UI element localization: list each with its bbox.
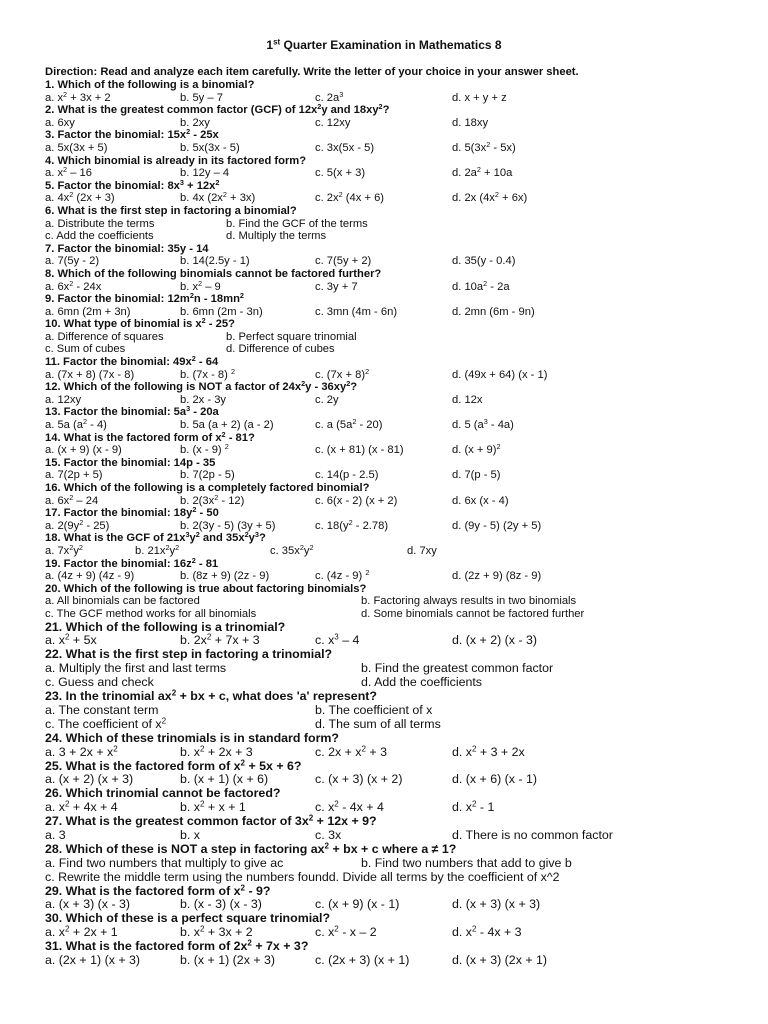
answer-option: a. $7x^2y^2$ — [45, 542, 83, 557]
title-text: Quarter Examination in Mathematics 8 — [280, 38, 502, 52]
question-stem: 10. What type of binomial is $x^2 - 25$? — [45, 316, 235, 331]
question-item — [45, 555, 757, 583]
answer-option: b. 5y – 7 — [180, 91, 223, 104]
answer-option: a. (7x + 8) (7x - 8) — [45, 368, 135, 381]
options-row — [45, 634, 757, 648]
answer-option: a. $2(9y^2 - 25)$ — [45, 517, 110, 532]
answer-option: c. (2x + 3) (x + 1) — [315, 953, 410, 968]
question-stem: 28. Which of these is NOT a step in factoring $ax^2$ + bx + c where a ≠ 1? — [45, 841, 457, 856]
answer-option: a. Multiply the first and last terms — [45, 661, 227, 676]
question-item — [45, 507, 757, 532]
options-row — [45, 773, 757, 787]
options-row — [45, 366, 757, 382]
question-stem: 3. Factor the binomial: $15x^2 - 25x$ — [45, 127, 219, 142]
options-row — [45, 595, 757, 608]
options-row — [45, 857, 757, 871]
answer-option: b. 5x(3x - 5) — [180, 141, 240, 154]
answer-option: a. 7(5y - 2) — [45, 255, 100, 268]
question-item — [45, 129, 757, 154]
question-item — [45, 482, 757, 507]
question-item — [45, 381, 757, 406]
answer-option: c. 5(x + 3) — [315, 167, 366, 180]
answer-option: d. 12x — [452, 393, 483, 406]
question-item — [45, 621, 757, 649]
answer-option: b. 4x $(2x^2 + 3x)$ — [180, 190, 256, 205]
question-stem: 25. What is the factored form of $x^2 + 5x + 6$? — [45, 758, 302, 773]
question-stem: 5. Factor the binomial: $8x^3 + 12x^2$ — [45, 177, 220, 192]
answer-option: d. 6x (x - 4) — [452, 494, 509, 507]
answer-option: a. Distribute the terms — [45, 217, 155, 230]
answer-option: d. (x + 2) (x - 3) — [452, 633, 538, 648]
answer-option: c. $(7x + 8)^2$ — [315, 366, 370, 381]
question-item — [45, 787, 757, 815]
answer-option: c. a $(5a^2 - 20)$ — [315, 417, 383, 432]
answer-option: d. 7xy — [407, 544, 437, 557]
options-row — [45, 718, 757, 732]
question-stem: 15. Factor the binomial: 14p - 35 — [45, 456, 216, 469]
answer-option: d. (x + 3) (x + 3) — [452, 897, 541, 912]
question-stem: 23. In the trinomial $ax^2$ + bx + c, what does 'a' represent? — [45, 688, 377, 704]
question-item — [45, 293, 757, 318]
answer-option: b. Find the GCF of the terms — [226, 217, 368, 230]
answer-option: c. Guess and check — [45, 675, 154, 690]
answer-option: d. $x^2 + 3 + 2x$ — [452, 744, 525, 759]
question-stem: 6. What is the first step in factoring a binomial? — [45, 204, 297, 217]
question-stem: 4. Which binomial is already in its factored form? — [45, 154, 307, 167]
answer-option: a. 7(2p + 5) — [45, 469, 103, 482]
answer-option: a. Difference of squares — [45, 330, 164, 343]
options-row — [45, 331, 757, 344]
options-row — [45, 469, 757, 482]
question-item — [45, 205, 757, 243]
options-row — [45, 192, 757, 205]
answer-option: b. $x^2 + 2x + 3$ — [180, 744, 253, 759]
answer-option: c. 7(5y + 2) — [315, 255, 372, 268]
options-row — [45, 570, 757, 583]
answer-option: b. $2x^2 + 7x + 3$ — [180, 633, 260, 648]
answer-option: b. 2(3y - 5) (3y + 5) — [180, 519, 276, 532]
question-stem: 2. What is the greatest common factor (GCF) of $12x^2y$ and $18xy^2$? — [45, 102, 390, 117]
question-item — [45, 732, 757, 760]
options-row — [45, 898, 757, 912]
options-row — [45, 343, 757, 356]
question-stem: 24. Which of these trinomials is in standard form? — [45, 730, 339, 745]
question-stem: 1. Which of the following is a binomial? — [45, 79, 255, 91]
options-row — [45, 444, 757, 457]
answer-option: d. 35(y - 0.4) — [452, 255, 516, 268]
answer-option: b. (7x - 8) $^2$ — [180, 366, 236, 381]
options-row — [45, 542, 757, 558]
answer-option: d. 7(p - 5) — [452, 469, 501, 482]
question-stem: 17. Factor the binomial: $18y^2 - 50$ — [45, 505, 219, 520]
options-row — [45, 167, 757, 180]
question-item — [45, 940, 757, 968]
options-row — [45, 829, 757, 843]
options-row — [45, 255, 757, 268]
options-row — [45, 218, 757, 231]
answer-option: a. $x^2 + 4x + 4$ — [45, 799, 118, 815]
question-stem: 9. Factor the binomial: $12m^2n - 18mn^2$ — [45, 291, 244, 306]
options-row — [45, 608, 757, 621]
answer-option: a. (2x + 1) (x + 3) — [45, 953, 141, 968]
question-item — [45, 815, 757, 843]
options-row — [45, 419, 757, 432]
answer-option: c. $x^3 - 4$ — [315, 633, 360, 648]
question-stem: 29. What is the factored form of $x^2 - 9$? — [45, 883, 271, 898]
options-row — [45, 801, 757, 815]
answer-option: a. 12xy — [45, 393, 82, 406]
question-item — [45, 583, 757, 621]
answer-option: d. 2x $(4x^2 + 6x)$ — [452, 190, 528, 205]
directions: Direction: Read and analyze each item carefully. Write the letter of your choice in your answer sheet. — [45, 66, 579, 78]
answer-option: a. All binomials can be factored — [45, 595, 200, 608]
answer-option: b. Find the greatest common factor — [361, 661, 554, 676]
question-item — [45, 104, 757, 129]
answer-option: a. $x^2 + 5x$ — [45, 633, 97, 648]
answer-option: c. 3x — [315, 828, 342, 842]
question-item — [45, 648, 757, 690]
answer-option: b. 2x - 3y — [180, 393, 227, 406]
options-row — [45, 306, 757, 319]
answer-option: b. $x^2 + x + 1$ — [180, 799, 246, 815]
options-row — [45, 704, 757, 718]
options-row — [45, 492, 757, 508]
question-stem: 20. Which of the following is true about factoring binomials? — [45, 582, 367, 595]
question-item — [45, 912, 757, 940]
answer-option: a. 6xy — [45, 116, 75, 129]
answer-option: c. $35x^2y^2$ — [270, 542, 314, 557]
answer-option: a. (x + 9) (x - 9) — [45, 444, 122, 457]
answer-option: b. (x - 9) $^2$ — [180, 442, 229, 457]
answer-option: d. Add the coefficients — [361, 675, 483, 690]
question-item — [45, 356, 757, 381]
title-number: 1 — [266, 38, 274, 52]
answer-option: c. 14(p - 2.5) — [315, 469, 379, 482]
answer-option: b. 6mn (2m - 3n) — [180, 305, 263, 318]
question-item — [45, 690, 757, 732]
answer-option: a. (4z + 9) (4z - 9) — [45, 570, 135, 583]
answer-option: c. The coefficient of $x^2$ — [45, 716, 167, 731]
answer-option: b. $x^2 + 3x + 2$ — [180, 924, 253, 940]
answer-option: c. (x + 81) (x - 81) — [315, 444, 404, 457]
answer-option: a. The constant term — [45, 702, 159, 717]
answer-option: c. 12xy — [315, 116, 351, 129]
options-row — [45, 871, 757, 885]
answer-option: b. 7(2p - 5) — [180, 469, 235, 482]
question-item — [45, 532, 757, 557]
answer-option: a. $x^2 - 16$ — [45, 165, 92, 180]
answer-option: b. (8z + 9) (2z - 9) — [180, 570, 270, 583]
answer-option: d. $2a^2 + 10a$ — [452, 165, 513, 180]
answer-option: b. Factoring always results in two binomials — [361, 595, 577, 608]
answer-option: a. $6x^2 - 24$ — [45, 492, 99, 507]
question-stem: 8. Which of the following binomials cannot be factored further? — [45, 267, 382, 280]
answer-option: d. (x + 3) (2x + 1) — [452, 953, 548, 968]
question-stem: 21. Which of the following is a trinomial? — [45, 619, 286, 634]
question-item — [45, 268, 757, 293]
options-row — [45, 278, 757, 294]
question-stem: 30. Which of these is a perfect square trinomial? — [45, 911, 331, 926]
answer-option: d. 5 $(a^3 - 4a)$ — [452, 417, 514, 432]
answer-option: d. Difference of cubes — [226, 343, 335, 356]
answer-option: a. 6mn (2m + 3n) — [45, 305, 131, 318]
answer-option: a. 5x(3x + 5) — [45, 141, 108, 154]
answer-option: c. 3y + 7 — [315, 280, 358, 293]
answer-option: d. $(x + 9)^2$ — [452, 442, 501, 457]
answer-option: d. 2mn (6m - 9n) — [452, 305, 535, 318]
answer-option: a. 5a $(a^2 - 4)$ — [45, 417, 107, 432]
answer-option: b. 5a (a + 2) (a - 2) — [180, 419, 274, 432]
options-row — [45, 954, 757, 968]
answer-option: a. $4x^2$ (2x + 3) — [45, 190, 115, 205]
options-row — [45, 517, 757, 533]
answer-option: c. $2x^2$ (4x + 6) — [315, 190, 385, 205]
options-row — [45, 662, 757, 676]
question-stem: 26. Which trinomial cannot be factored? — [45, 786, 281, 801]
question-stem: 7. Factor the binomial: 35y - 14 — [45, 242, 209, 255]
question-stem: 27. What is the greatest common factor of $3x^2 + 12x + 9$? — [45, 813, 377, 829]
answer-option: b. 12y – 4 — [180, 167, 230, 180]
question-stem: 12. Which of the following is NOT a factor of $24x^2y - 36xy^2$? — [45, 379, 358, 394]
answer-option: c. $x^2 - 4x + 4$ — [315, 799, 384, 815]
question-item — [45, 457, 757, 482]
answer-option: b. $2(3x^2 - 12)$ — [180, 492, 245, 507]
answer-option: d. Some binomials cannot be factored further — [361, 607, 585, 620]
answer-option: c. (x + 9) (x - 1) — [315, 897, 400, 912]
answer-option: c. 3mn (4m - 6n) — [315, 305, 398, 318]
question-item — [45, 429, 757, 457]
question-stem: 19. Factor the binomial: $16z^2 - 81$ — [45, 555, 219, 570]
options-row — [45, 117, 757, 130]
options-row — [45, 746, 757, 760]
answer-option: b. $x^2 - 9$ — [180, 278, 221, 293]
answer-option: d. (x + 6) (x - 1) — [452, 772, 538, 787]
answer-option: a. $x^2 + 2x + 1$ — [45, 924, 118, 940]
question-stem: 18. What is the GCF of $21x^3y^2$ and $35x^2y^3$? — [45, 530, 266, 545]
title-ordinal-suffix: st — [273, 37, 281, 47]
question-item — [45, 243, 757, 268]
answer-option: c. Rewrite the middle term using the numbers foundd. Divide all terms by the coefficient of x^2 — [45, 869, 560, 884]
answer-option: b. 2xy — [180, 116, 210, 129]
question-stem: 11. Factor the binomial: $49x^2 - 64$ — [45, 354, 219, 369]
answer-option: d. $5(3x^2 - 5x)$ — [452, 139, 516, 154]
question-item — [45, 843, 757, 885]
question-list — [45, 79, 757, 968]
answer-option: b. (x + 1) (2x + 3) — [180, 953, 276, 968]
answer-option: c. $x^2$ - x – 2 — [315, 924, 377, 940]
question-item — [45, 318, 757, 356]
answer-option: b. (x - 3) (x - 3) — [180, 897, 262, 912]
answer-option: c. (4z - 9) $^2$ — [315, 568, 370, 583]
question-item — [45, 885, 757, 913]
options-row — [45, 676, 757, 690]
answer-option: c. (x + 3) (x + 2) — [315, 772, 403, 787]
answer-option: d. (49x + 64) (x - 1) — [452, 368, 548, 381]
exam-title — [0, 38, 768, 52]
answer-option: d. There is no common factor — [452, 828, 613, 842]
options-row — [45, 139, 757, 155]
answer-option: d. (9y - 5) (2y + 5) — [452, 519, 542, 532]
question-stem: 13. Factor the binomial: $5a^3 - 20a$ — [45, 404, 219, 419]
answer-option: d. $x^2 - 4x + 3$ — [452, 924, 522, 940]
answer-option: a. (x + 2) (x + 3) — [45, 772, 134, 787]
question-stem: 22. What is the first step in factoring a trinomial? — [45, 647, 333, 662]
answer-option: a. $6x^2 - 24x$ — [45, 278, 102, 293]
answer-option: c. $2a^3$ — [315, 89, 344, 104]
answer-option: d. (2z + 9) (8z - 9) — [452, 570, 542, 583]
question-stem: 16. Which of the following is a completely factored binomial? — [45, 482, 370, 494]
options-row — [45, 230, 757, 243]
question-item — [45, 177, 757, 205]
answer-option: c. 2y — [315, 393, 339, 406]
answer-option: c. 3x(5x - 5) — [315, 141, 375, 154]
answer-option: b. (x + 1) (x + 6) — [180, 772, 269, 787]
answer-option: a. 3 — [45, 828, 66, 842]
answer-option: c. $2x + x^2 + 3$ — [315, 744, 387, 759]
answer-option: b. 14(2.5y - 1) — [180, 255, 250, 268]
options-row — [45, 89, 757, 105]
answer-option: d. The sum of all terms — [315, 716, 441, 731]
question-item — [45, 79, 757, 104]
answer-option: d. $10a^2 - 2a$ — [452, 278, 510, 293]
answer-option: b. Find two numbers that add to give b — [361, 855, 572, 870]
question-stem: 14. What is the factored form of $x^2 - 81$? — [45, 429, 255, 444]
answer-option: d. 18xy — [452, 116, 489, 129]
options-row — [45, 394, 757, 407]
answer-option: d. Multiply the terms — [226, 230, 327, 243]
answer-option: a. $3 + 2x + x^2$ — [45, 744, 118, 759]
answer-option: b. $21x^2y^2$ — [135, 542, 180, 557]
answer-option: a. Find two numbers that multiply to give ac — [45, 855, 284, 870]
answer-option: b. Perfect square trinomial — [226, 330, 357, 343]
question-item — [45, 406, 757, 431]
answer-option: a. $x^2 + 3x + 2$ — [45, 89, 111, 104]
question-item — [45, 155, 757, 180]
answer-option: d. $x^2 - 1$ — [452, 799, 495, 815]
answer-option: b. The coefficient of x — [315, 702, 433, 717]
answer-option: d. x + y + z — [452, 91, 507, 104]
answer-option: c. 6(x - 2) (x + 2) — [315, 494, 398, 507]
question-item — [45, 760, 757, 788]
question-stem: 31. What is the factored form of $2x^2 + 7x + 3$? — [45, 938, 309, 954]
answer-option: b. x — [180, 828, 200, 842]
answer-option: c. Add the coefficients — [45, 230, 154, 243]
answer-option: c. Sum of cubes — [45, 343, 126, 356]
answer-option: c. The GCF method works for all binomials — [45, 607, 257, 620]
answer-option: c. $18(y^2 - 2.78)$ — [315, 517, 389, 532]
answer-option: a. (x + 3) (x - 3) — [45, 897, 131, 912]
